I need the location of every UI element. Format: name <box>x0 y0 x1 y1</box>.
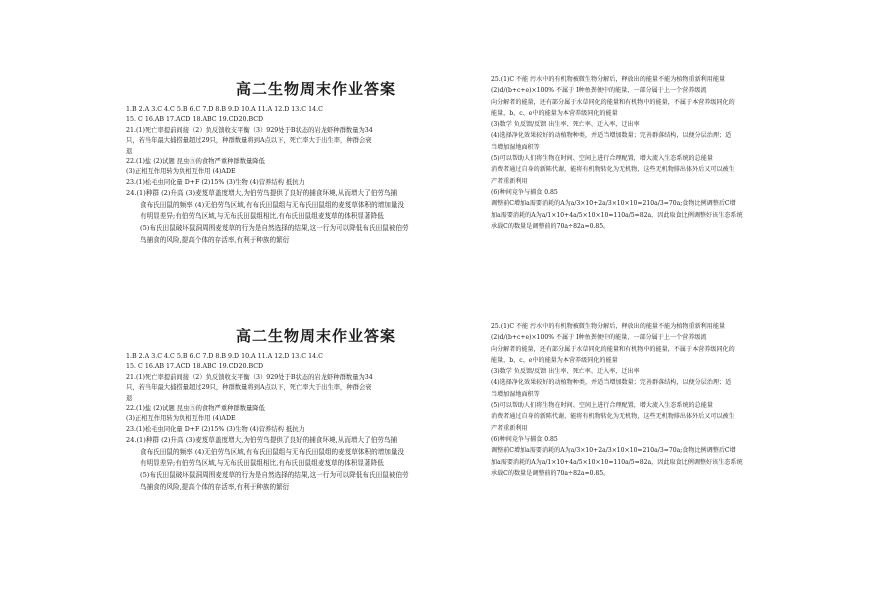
answer-line: 食布氏田鼠的频率 (4)无伯劳鸟区域,有布氏田鼠组与无布氏田鼠组的麦芨草体积的增加量没 <box>140 447 405 456</box>
answer-line: 25.(1)C 不能 污水中的有机物被微生物分解后，释放出的能量不能为植物重新利用能量 <box>491 76 726 83</box>
answer-line: (3)正相互作用转为负相互作用 (4)ADE <box>126 168 236 176</box>
answer-line: 21.(1)死亡率提前间接（2）负反馈收支平衡（3）929处于B状态的岩龙虾种群数量为34 <box>126 126 373 134</box>
answer-line: 有明显差异;有伯劳鸟区域,与无布氏田鼠组相比,有布氏田鼠组麦芨草的体积显著降低 <box>140 459 384 468</box>
answer-sheet-2-right <box>491 321 821 479</box>
answer-line: (5)布氏田鼠破坏鼠洞周围麦芨草的行为是自然选择的结果,这一行为可以降低布氏田鼠被伯劳 <box>140 224 409 233</box>
answer-line: (6)种间竞争与捕食 0.85 <box>491 435 558 443</box>
answer-line: (5)可以帮助人们将生物在时间、空间上进行合理配置，增大流入生态系统的总能量 <box>491 155 713 163</box>
answer-sheet-2-left <box>126 325 466 493</box>
answer-line: 24.(1)种群 (2)升高 (3)麦芨草盖度增大,为伯劳鸟提供了良好的捕食环境,从而增大了伯劳鸟捕 <box>126 436 398 445</box>
answer-line: 产者重新利用 <box>491 424 528 432</box>
answer-line: 能量，b、c、e中的能量为本营养级同化的能量 <box>491 109 618 117</box>
answer-line: 25.(1)C 不能 污水中的有机物被微生物分解后，释放出的能量不能为植物重新利用能量 <box>491 323 726 330</box>
answer-line: (6)种间竞争与捕食 0.85 <box>491 188 558 196</box>
answer-line: (2)d/(b+c+e)×100% 不属于 I种鱼粪便中的能量，一部分属于上一个营养级流 <box>491 87 707 95</box>
answer-line: 承载C的数量是调整前的70a÷82a≈0.85。 <box>491 469 610 477</box>
answer-line: 23.(1)松毛虫同化量 D+F (2)15% (3)生物 (4)营养结构 抵抗力 <box>126 425 305 433</box>
answer-line: 鸟捕食的风险,提高个体的存活率,有利于种族的繁衍 <box>140 235 290 244</box>
answer-line: 承载C的数量是调整前的70a÷82a≈0.85。 <box>491 222 610 230</box>
answer-line: (2)d/(b+c+e)×100% 不属于 I种鱼粪便中的能量，一部分属于上一个营养级流 <box>491 334 707 342</box>
answer-line: 退 <box>126 394 133 402</box>
answer-line: 有明显差异;有伯劳鸟区域,与无布氏田鼠组相比,有布氏田鼠组麦芨草的体积显著降低 <box>140 212 384 221</box>
answer-sheet-1-left <box>126 78 466 246</box>
answer-line: 调整前C增加a需要消耗的A为a/3×10+2a/3×10×10=210a/3=70a;食物比例调整后C增 <box>491 447 736 455</box>
answer-line: 加a需要消耗的A为a/1×10+4a/5×10×10=110a/5=82a，因此取食比例调整好该生态系统 <box>491 458 743 466</box>
answer-line: 鸟捕食的风险,提高个体的存活率,有利于种族的繁衍 <box>140 482 290 491</box>
answer-line: 当增加湿地面积等 <box>491 143 540 151</box>
answer-line: 消费者通过自身的新陈代谢，能将有机物转化为无机物，这些无机物排出体外后又可以被生 <box>491 166 735 174</box>
answer-line: 当增加湿地面积等 <box>491 390 540 398</box>
answer-line: 21.(1)死亡率提前间接（2）负反馈收支平衡（3）929处于B状态的岩龙虾种群数量为34 <box>126 373 373 381</box>
answer-line: (5)布氏田鼠破坏鼠洞周围麦芨草的行为是自然选择的结果,这一行为可以降低布氏田鼠被伯劳 <box>140 471 409 480</box>
answer-line: (5)可以帮助人们将生物在时间、空间上进行合理配置，增大流入生态系统的总能量 <box>491 402 713 410</box>
answer-line: 15. C 16.AB 17.ACD 18.ABC 19.CD20.BCD <box>126 363 264 371</box>
answer-line: 23.(1)松毛虫同化量 D+F (2)15% (3)生物 (4)营养结构 抵抗力 <box>126 178 305 186</box>
answer-line: (4)选择净化效果较好的动植物种类，并适当增加数量；完善群落结构，以便分层治理；适 <box>491 379 732 387</box>
answer-line: 产者重新利用 <box>491 177 528 185</box>
answer-line: 1.B 2.A 3.C 4.C 5.B 6.C 7.D 8.B 9.D 10.A 11.A 12.D 13.C 14.C <box>126 106 323 113</box>
answer-line: (4)选择净化效果较好的动植物种类，并适当增加数量；完善群落结构，以便分层治理；适 <box>491 132 732 140</box>
page-title: 高二生物周末作业答案 <box>235 327 396 345</box>
answer-line: (3)数学 负反馈/反馈 出生率、死亡率、迁入率、迁出率 <box>491 121 640 129</box>
answer-line: (3)数学 负反馈/反馈 出生率、死亡率、迁入率、迁出率 <box>491 368 640 376</box>
answer-line: 15. C 16.AB 17.ACD 18.ABC 19.CD20.BCD <box>126 116 264 124</box>
answer-line: (3)正相互作用转为负相互作用 (4)ADE <box>126 415 236 423</box>
page-title: 高二生物周末作业答案 <box>235 80 396 98</box>
answer-line: 能量，b、c、e中的能量为本营养级同化的能量 <box>491 356 618 364</box>
answer-line: 向分解者的能量，还有部分属于水草同化的能量和有机物中的能量，不属于本营养级同化的 <box>491 345 735 353</box>
answer-line: 调整前C增加a需要消耗的A为a/3×10+2a/3×10×10=210a/3=70a;食物比例调整后C增 <box>491 200 736 208</box>
answer-line: 22.(1)盐 (2)试题 昆虫⑤的食物严重种群数量降低 <box>126 158 265 166</box>
answer-sheet-1-right <box>491 74 821 232</box>
answer-line: 22.(1)盐 (2)试题 昆虫⑤的食物严重种群数量降低 <box>126 405 265 413</box>
answer-line: 1.B 2.A 3.C 4.C 5.B 6.C 7.D 8.B 9.D 10.A 11.A 12.D 13.C 14.C <box>126 353 323 360</box>
answer-line: 消费者通过自身的新陈代谢，能将有机物转化为无机物，这些无机物排出体外后又可以被生 <box>491 413 735 421</box>
answer-line: 加a需要消耗的A为a/1×10+4a/5×10×10=110a/5=82a，因此取食比例调整好该生态系统 <box>491 211 743 219</box>
answer-line: 只，若当年最大捕捞量超过29只，种群数量将到A点以下，死亡率大于出生率，种群会衰 <box>126 137 372 145</box>
answer-line: 只，若当年最大捕捞量超过29只，种群数量将到A点以下，死亡率大于出生率，种群会衰 <box>126 384 372 392</box>
answer-line: 向分解者的能量，还有部分属于水草同化的能量和有机物中的能量，不属于本营养级同化的 <box>491 98 735 106</box>
answer-line: 食布氏田鼠的频率 (4)无伯劳鸟区域,有布氏田鼠组与无布氏田鼠组的麦芨草体积的增加量没 <box>140 200 405 209</box>
answer-line: 退 <box>126 147 133 155</box>
answer-line: 24.(1)种群 (2)升高 (3)麦芨草盖度增大,为伯劳鸟提供了良好的捕食环境,从而增大了伯劳鸟捕 <box>126 189 398 198</box>
